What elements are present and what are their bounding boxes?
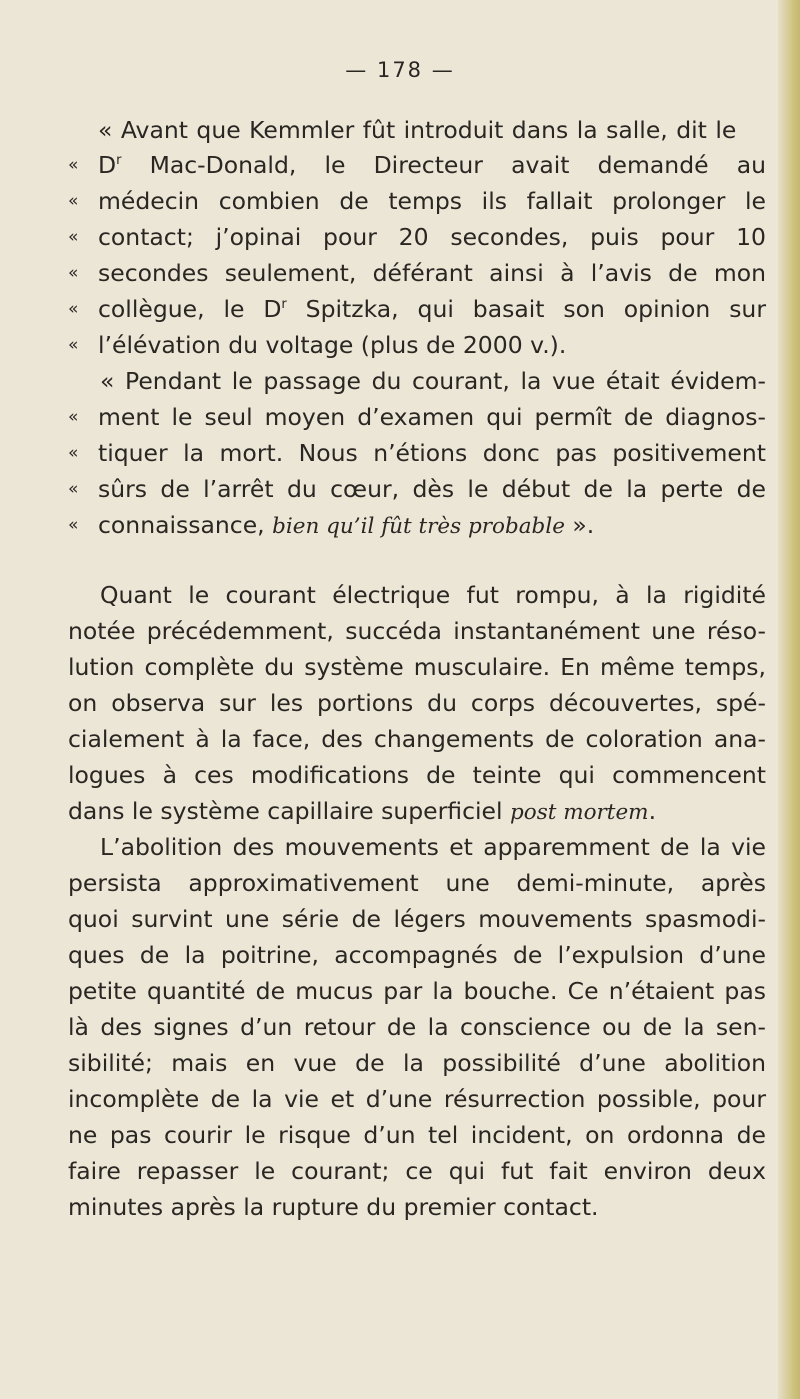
quote-mark: «	[68, 155, 79, 175]
body-line-17: faire repasser le courant; ce qui fut fait environ deux	[68, 1157, 766, 1185]
quote-mark: «	[68, 191, 79, 211]
text-fragment: ».	[564, 511, 595, 539]
quote-line-4: contact; j’opinai pour 20 secondes, puis pour 10	[98, 223, 766, 251]
body-line-11: ques de la poitrine, accompagnés de l’expulsion d’une	[68, 941, 766, 969]
quote-line-6	[98, 291, 766, 327]
quote-line-12	[98, 507, 594, 543]
body-line-16: ne pas courir le risque d’un tel incident, on ordonna de	[68, 1121, 766, 1149]
quote-line-3: médecin combien de temps ils fallait prolonger le	[98, 187, 766, 215]
italic-text: post mortem	[509, 800, 649, 825]
body-line-8: L’abolition des mouvements et apparemment de la vie	[100, 833, 766, 861]
quote-line-11: sûrs de l’arrêt du cœur, dès le début de la perte de	[98, 475, 766, 503]
quote-line-10: tiquer la mort. Nous n’étions donc pas positivement	[98, 439, 766, 467]
text-fragment: Mac-Donald, le Directeur avait demandé au	[121, 151, 766, 179]
italic-text: bien qu’il fût très probable	[272, 514, 565, 539]
superscript: r	[281, 297, 287, 312]
quote-line-2	[98, 147, 766, 183]
quote-mark: «	[68, 407, 79, 427]
quote-mark: «	[68, 443, 79, 463]
text-fragment: D	[98, 151, 117, 179]
body-line-12: petite quantité de mucus par la bouche. Ce n’étaient pas	[68, 977, 766, 1005]
body-line-5: cialement à la face, des changements de coloration ana-	[68, 725, 766, 753]
quote-mark: «	[68, 515, 79, 535]
superscript: r	[116, 153, 122, 168]
text-fragment: collègue, le D	[98, 295, 282, 323]
body-line-1: Quant le courant électrique fut rompu, à la rigidité	[100, 581, 766, 609]
text-fragment: dans le système capillaire superficiel	[68, 797, 510, 825]
quote-line-7: l’élévation du voltage (plus de 2000 v.).	[98, 331, 567, 359]
quote-line-8: « Pendant le passage du courant, la vue était évidem-	[100, 367, 766, 395]
quote-mark: «	[68, 227, 79, 247]
body-line-6: logues à ces modifications de teinte qui commencent	[68, 761, 766, 789]
body-line-9: persista approximativement une demi-minute, après	[68, 869, 766, 897]
text-fragment: Spitzka, qui basait son opinion sur	[286, 295, 766, 323]
body-line-13: là des signes d’un retour de la conscience ou de la sen-	[68, 1013, 766, 1041]
quote-mark: «	[68, 263, 79, 283]
text-fragment: .	[648, 797, 657, 825]
body-line-10: quoi survint une série de légers mouvements spasmodi-	[68, 905, 766, 933]
quote-line-9: ment le seul moyen d’examen qui permît de diagnos-	[98, 403, 766, 431]
body-line-18: minutes après la rupture du premier contact.	[68, 1193, 599, 1221]
text-fragment: connaissance,	[98, 511, 273, 539]
body-line-2: notée précédemment, succéda instantanément une réso-	[68, 617, 766, 645]
body-line-7	[68, 793, 656, 829]
body-line-15: incomplète de la vie et d’une résurrection possible, pour	[68, 1085, 766, 1113]
page-edge-shadow	[778, 0, 800, 1399]
quote-mark: «	[68, 479, 79, 499]
quote-line-1: « Avant que Kemmler fût introduit dans la salle, dit le	[98, 116, 737, 144]
page-number: — 178 —	[345, 58, 455, 82]
body-line-3: lution complète du système musculaire. En même temps,	[68, 653, 766, 681]
body-line-4: on observa sur les portions du corps découvertes, spé-	[68, 689, 766, 717]
quote-line-5: secondes seulement, déférant ainsi à l’avis de mon	[98, 259, 766, 287]
body-line-14: sibilité; mais en vue de la possibilité d’une abolition	[68, 1049, 766, 1077]
quote-mark: «	[68, 299, 79, 319]
quote-mark: «	[68, 335, 79, 355]
